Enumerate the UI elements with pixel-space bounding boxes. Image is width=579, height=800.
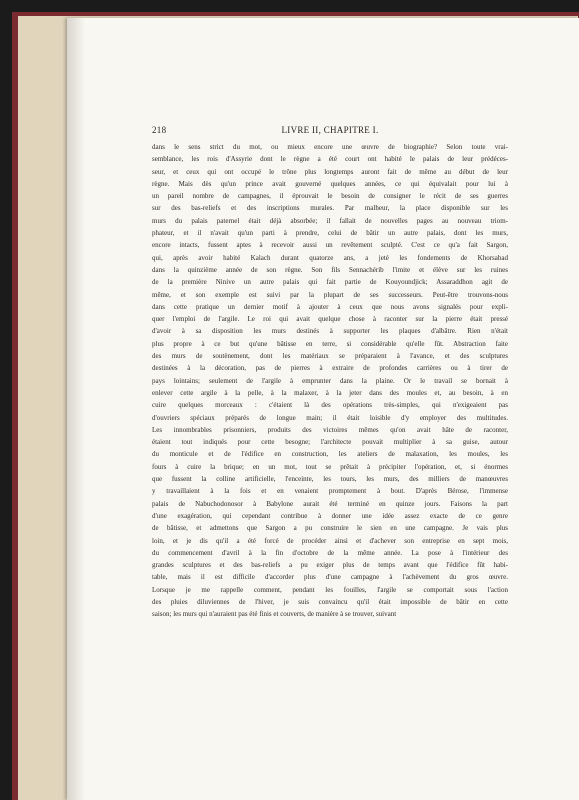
text-line: même, et son exemple est suivi par la plupart de ses successeurs. Peut-être trouvons-nous xyxy=(152,290,508,299)
text-line: d'une exagération, qui cependant contribue à donner une idée assez exacte de ce genre xyxy=(152,511,508,520)
text-line: d'avoir à sa disposition les murs destinés à supporter les plaques d'albâtre. Rien n'était xyxy=(152,327,508,336)
text-line: des murs de soutènement, dont les matériaux se préparaient à l'avance, et des sculptures xyxy=(152,352,508,361)
text-line: seur, et ceux qui ont occupé le trône plus longtemps auront fait de même au début de leur xyxy=(152,167,508,176)
text-line: un pareil nombre de campagnes, il éprouvait le besoin de consigner le récit de ses guerres xyxy=(152,192,508,201)
text-line: saison; les murs qui n'auraient pas été finis et couverts, de manière à se trouver, suivant xyxy=(152,610,397,619)
text-line: du commencement d'avril à la fin d'octobre de la même année. La pose à l'intérieur des xyxy=(152,548,508,557)
body-text xyxy=(152,141,508,619)
running-head: LIVRE II, CHAPITRE I. xyxy=(281,125,379,135)
text-line: semblance, les rois d'Assyrie dont le règne a été court ont habité le palais de leur prédéces- xyxy=(152,155,508,164)
text-line: table, mais il est difficile d'accorder plus d'une campagne à l'achèvement du gros œuvre. xyxy=(152,573,508,582)
spine-shadow xyxy=(67,18,85,800)
text-line: grandes sculptures et des bas-reliefs a pu exiger plus de temps avant que l'édifice fût habi- xyxy=(152,561,508,570)
text-line: dans le sens strict du mot, ou mieux encore une œuvre de biographie? Selon toute vrai- xyxy=(152,143,508,151)
text-line: encore intacts, fussent aptes à recevoir aussi un revêtement sculpté. C'est ce qu'a fait Sargon, xyxy=(152,241,508,250)
text-line: dans cette pratique un dernier motif à ajouter à ceux que nous avons signalés pour expli- xyxy=(152,302,508,311)
text-line: d'ouvriers spéciaux préparés de longue main; il était loisible d'y employer des multitudes. xyxy=(152,413,508,422)
text-line: quer l'emploi de l'argile. Le roi qui avait quelque chose à raconter sur la pierre était pressé xyxy=(152,315,508,324)
text-line: fours à cuire la brique; en un mot, tout se prêtait à précipiter l'opération, et, si énormes xyxy=(152,462,508,471)
page-header xyxy=(152,125,508,137)
text-line: palais de Nabuchodonosor à Babylone aurait été terminé en quinze jours. Faisons la part xyxy=(152,499,508,508)
text-line: cuire quelques morceaux : c'étaient là des opérations très-simples, qui n'exigeaient pas xyxy=(152,401,508,410)
text-line: enlever cette argile à la pelle, à la malaxer, à la jeter dans des moules et, au besoin, à en xyxy=(152,388,508,397)
text-line: étaient tout indiqués pour cette besogne; l'architecte pouvait multiplier à sa guise, autour xyxy=(152,438,508,447)
text-line: sur des bas-reliefs et des inscriptions murales. Par malheur, la place disponible sur les xyxy=(152,204,508,213)
page-number: 218 xyxy=(152,125,167,135)
text-line: Les innombrables prisonniers, produits des victoires mêmes qu'on avait hâte de raconter, xyxy=(152,425,508,434)
text-line: destinées à la décoration, pas de pierres à extraire de profondes carrières ou à tirer de xyxy=(152,364,508,373)
text-line: pays lointains; seulement de l'argile à emprunter dans la plaine. Or le travail se bornait à xyxy=(152,376,508,385)
text-line: plus propre à ce but qu'une bâtisse en terre, si considérable qu'elle fût. Abstraction faite xyxy=(152,339,508,348)
text-line: loin, et je dis qu'il a été forcé de procéder ainsi et d'achever son entreprise en sept mois, xyxy=(152,536,508,545)
text-line: phateur, et il n'avait qu'un parti à prendre, celui de bâtir un autre palais, dont les murs, xyxy=(152,229,508,238)
text-line: dans la quinzième année de son règne. Son fils Sennachérib l'imite et élève sur les ruines xyxy=(152,265,508,274)
text-line: que fussent la colline artificielle, l'enceinte, les tours, les murs, des milliers de manœuvres xyxy=(152,475,508,484)
text-line: Lorsque je me rappelle comment, pendant les fouilles, l'argile se comportait sous l'action xyxy=(152,585,508,594)
text-line: règne. Mais dès qu'un prince avait gouverné quelques années, ce qui équivalait pour lui à xyxy=(152,179,508,188)
text-line: de bâtisse, et admettons que Sargon a pu construire le sien en une campagne. Je vais plus xyxy=(152,524,508,533)
text-line: qui, après avoir habité Kalach durant quatorze ans, a jeté les fondements de Khorsabad xyxy=(152,253,508,262)
text-line: de la première Ninive un autre palais qui fait partie de Kouyoundjick; Assaraddhon agit de xyxy=(152,278,508,287)
text-line: murs du palais paternel était déjà absorbée; il fallait de nouvelles pages au nouveau triom- xyxy=(152,216,508,225)
text-line: des pluies diluviennes de l'hiver, je suis convaincu qu'il était impossible de bâtir en cette xyxy=(152,597,508,606)
text-line: y travaillaient à la fois et en venaient promptement à bout. D'après Bérose, l'immense xyxy=(152,487,508,496)
text-line: du monticule et de l'édifice en construction, les ateliers de malaxation, les moules, les xyxy=(152,450,508,459)
